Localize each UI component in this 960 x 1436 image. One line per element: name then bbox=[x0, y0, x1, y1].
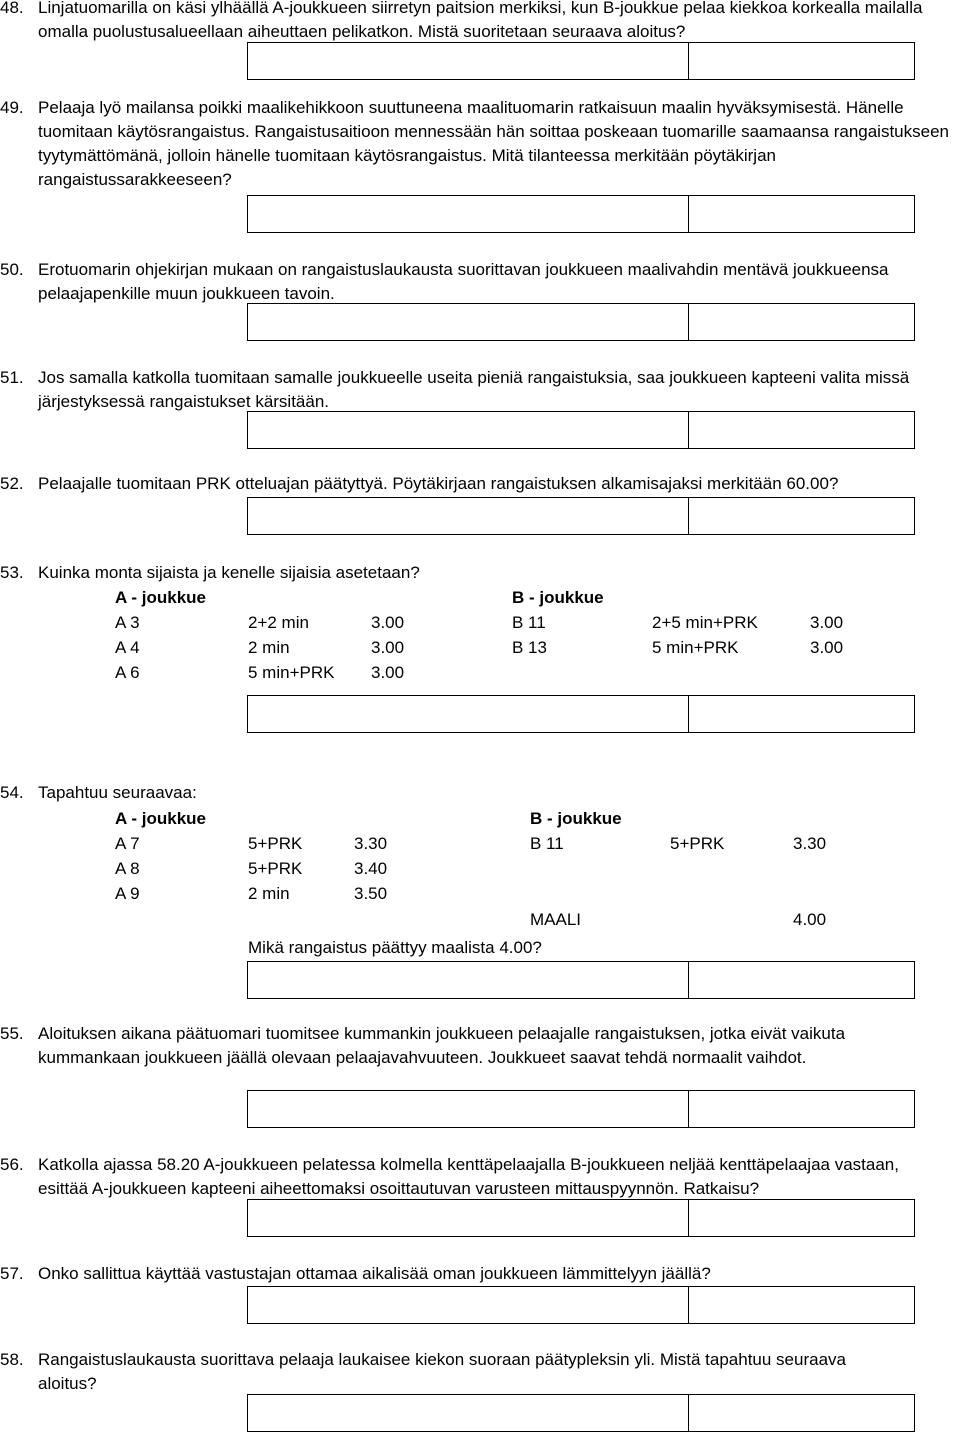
question-number: 52. bbox=[0, 474, 24, 493]
question-text: Tapahtuu seuraavaa: bbox=[38, 783, 197, 802]
answer-box-55[interactable] bbox=[247, 1090, 915, 1128]
question-number: 54. bbox=[0, 783, 24, 802]
table-cell-player: A 8 bbox=[115, 859, 140, 878]
question-number: 51. bbox=[0, 368, 24, 387]
question-text: Aloituksen aikana päätuomari tuomitsee kummankin joukkueen pelaajalle rangaistuksen, jotka eivät vaikuta kummankaan joukkueen jäällä olevaan pelaajavahvuuteen. Joukkueet saavat tehdä normaalit vaihdot. bbox=[38, 1024, 846, 1067]
question-number: 55. bbox=[0, 1024, 24, 1043]
answer-box-48[interactable] bbox=[247, 42, 915, 80]
question-number: 53. bbox=[0, 563, 24, 582]
table-cell-penalty: 5+PRK bbox=[248, 834, 303, 853]
table-cell-time: 3.00 bbox=[371, 663, 405, 682]
table-cell-time: 3.50 bbox=[354, 884, 388, 903]
table-cell-player: A 4 bbox=[115, 638, 140, 657]
table-cell-player: A 6 bbox=[115, 663, 140, 682]
question-number: 58. bbox=[0, 1350, 24, 1369]
table-cell-player: A 3 bbox=[115, 613, 140, 632]
answer-box-56[interactable] bbox=[247, 1199, 915, 1237]
answer-box-52[interactable] bbox=[247, 497, 915, 535]
answer-cell-a[interactable] bbox=[248, 962, 689, 998]
answer-cell-b[interactable] bbox=[689, 962, 914, 998]
table-cell-player: A 9 bbox=[115, 884, 140, 903]
goal-time: 4.00 bbox=[793, 910, 827, 929]
table-cell-time: 3.00 bbox=[371, 638, 405, 657]
sub-question: Mikä rangaistus päättyy maalista 4.00? bbox=[248, 938, 542, 957]
table-cell-penalty: 5 min+PRK bbox=[248, 663, 335, 682]
answer-cell-a[interactable] bbox=[248, 696, 689, 732]
question-number: 49. bbox=[0, 98, 24, 117]
team-b-header: B - joukkue bbox=[530, 809, 622, 828]
table-cell-time: 3.00 bbox=[810, 638, 844, 657]
question-text: Onko sallittua käyttää vastustajan ottamaa aikalisää oman joukkueen lämmittelyyn jäällä? bbox=[38, 1264, 711, 1283]
question-text: Linjatuomarilla on käsi ylhäällä A-joukkueen siirretyn paitsion merkiksi, kun B-joukkue pelaa kiekkoa korkealla mailalla omalla puolustusalueellaan aiheuttaen pelikatkon. Mistä suoritetaan seuraava aloitus? bbox=[38, 0, 923, 41]
question-text: Katkolla ajassa 58.20 A-joukkueen pelatessa kolmella kenttäpelaajalla B-joukkueen neljää kenttäpelaajaa vastaan, esittää A-joukkueen kapteeni aiheettomaksi osoittautuvan varusteen mittauspyynnön. Ratkaisu? bbox=[38, 1155, 899, 1198]
answer-cell-b[interactable] bbox=[689, 1200, 914, 1236]
table-cell-penalty: 2+5 min+PRK bbox=[652, 613, 758, 632]
answer-cell-a[interactable] bbox=[248, 196, 689, 232]
answer-cell-b[interactable] bbox=[689, 43, 914, 79]
answer-cell-a[interactable] bbox=[248, 1200, 689, 1236]
question-text: Rangaistuslaukausta suorittava pelaaja laukaisee kiekon suoraan päätypleksin yli. Mistä tapahtuu seuraava aloitus? bbox=[38, 1350, 846, 1393]
table-cell-time: 3.40 bbox=[354, 859, 388, 878]
answer-box-49[interactable] bbox=[247, 195, 915, 233]
question-text: Erotuomarin ohjekirjan mukaan on rangaistuslaukausta suorittavan joukkueen maalivahdin mentävä joukkueensa pelaajapenkille muun joukkueen tavoin. bbox=[38, 260, 889, 303]
answer-cell-a[interactable] bbox=[248, 1287, 689, 1323]
answer-box-53[interactable] bbox=[247, 695, 915, 733]
table-cell-player: B 11 bbox=[512, 613, 546, 632]
question-text: Jos samalla katkolla tuomitaan samalle joukkueelle useita pieniä rangaistuksia, saa joukkueen kapteeni valita missä järjestyksessä rangaistukset kärsitään. bbox=[38, 368, 910, 411]
table-cell-penalty: 2 min bbox=[248, 638, 290, 657]
table-cell-player: B 11 bbox=[530, 834, 564, 853]
answer-box-50[interactable] bbox=[247, 303, 915, 341]
answer-cell-a[interactable] bbox=[248, 304, 689, 340]
table-cell-penalty: 2 min bbox=[248, 884, 290, 903]
table-cell-time: 3.00 bbox=[810, 613, 844, 632]
answer-cell-b[interactable] bbox=[689, 196, 914, 232]
answer-cell-a[interactable] bbox=[248, 1395, 689, 1431]
question-number: 57. bbox=[0, 1264, 24, 1283]
answer-box-51[interactable] bbox=[247, 411, 915, 449]
table-cell-penalty: 5+PRK bbox=[248, 859, 303, 878]
question-number: 56. bbox=[0, 1155, 24, 1174]
question-number: 50. bbox=[0, 260, 24, 279]
team-b-header: B - joukkue bbox=[512, 588, 604, 607]
goal-label: MAALI bbox=[530, 910, 582, 929]
answer-box-57[interactable] bbox=[247, 1286, 915, 1324]
table-cell-time: 3.00 bbox=[371, 613, 405, 632]
table-cell-time: 3.30 bbox=[354, 834, 388, 853]
table-cell-penalty: 5+PRK bbox=[670, 834, 725, 853]
answer-cell-b[interactable] bbox=[689, 696, 914, 732]
answer-cell-a[interactable] bbox=[248, 412, 689, 448]
answer-cell-b[interactable] bbox=[689, 1287, 914, 1323]
answer-cell-a[interactable] bbox=[248, 1091, 689, 1127]
answer-cell-a[interactable] bbox=[248, 43, 689, 79]
answer-cell-b[interactable] bbox=[689, 304, 914, 340]
question-text: Pelaajalle tuomitaan PRK otteluajan päätyttyä. Pöytäkirjaan rangaistuksen alkamisajaksi merkitään 60.00? bbox=[38, 474, 839, 493]
answer-cell-a[interactable] bbox=[248, 498, 689, 534]
table-cell-player: A 7 bbox=[115, 834, 140, 853]
answer-cell-b[interactable] bbox=[689, 412, 914, 448]
table-cell-penalty: 5 min+PRK bbox=[652, 638, 739, 657]
question-text: Kuinka monta sijaista ja kenelle sijaisia asetetaan? bbox=[38, 563, 420, 582]
table-cell-penalty: 2+2 min bbox=[248, 613, 309, 632]
answer-box-54[interactable] bbox=[247, 961, 915, 999]
answer-cell-b[interactable] bbox=[689, 1395, 914, 1431]
table-cell-time: 3.30 bbox=[793, 834, 827, 853]
answer-cell-b[interactable] bbox=[689, 1091, 914, 1127]
team-a-header: A - joukkue bbox=[115, 809, 206, 828]
table-cell-player: B 13 bbox=[512, 638, 547, 657]
question-number: 48. bbox=[0, 0, 24, 17]
answer-cell-b[interactable] bbox=[689, 498, 914, 534]
answer-box-58[interactable] bbox=[247, 1394, 915, 1432]
question-text: Pelaaja lyö mailansa poikki maalikehikkoon suuttuneena maalituomarin ratkaisuun maalin hyväksymisestä. Hänelle tuomitaan käytösrangaistus. Rangaistusaitioon mennessään hän soittaa poskeaan tuomarille saamaansa rangaistukseen tyytymättömänä, jolloin hänelle tuomitaan käytösrangaistus. Mitä tilanteessa merkitään pöytäkirjan rangaistussarakkeeseen? bbox=[38, 98, 950, 189]
team-a-header: A - joukkue bbox=[115, 588, 206, 607]
